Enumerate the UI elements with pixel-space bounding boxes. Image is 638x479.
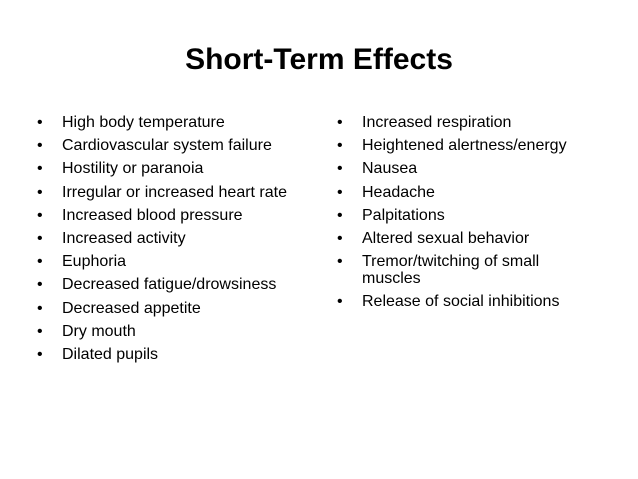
bullet-icon: • — [337, 137, 343, 155]
right-bullet-list — [337, 114, 597, 317]
list-item-text: High body temperature — [62, 114, 225, 131]
bullet-icon: • — [337, 253, 343, 271]
bullet-icon: • — [337, 114, 343, 131]
list-item-text: Heightened alertness/energy — [362, 137, 567, 155]
list-item — [37, 114, 307, 131]
list-item-text: Dilated pupils — [62, 345, 159, 363]
list-item — [37, 300, 307, 317]
list-item-text: Irregular or increased heart rate — [62, 183, 287, 201]
list-item-text: Tremor/twitching of small muscles — [362, 253, 540, 288]
list-item — [337, 293, 597, 310]
list-item — [337, 160, 597, 177]
list-item-text: Cardiovascular system failure — [62, 137, 272, 155]
list-item — [337, 207, 597, 224]
slide-title: Short-Term Effects — [185, 43, 453, 76]
bullet-icon: • — [37, 345, 43, 363]
list-item — [37, 160, 307, 177]
bullet-icon: • — [37, 253, 43, 271]
list-item — [37, 137, 307, 154]
list-item-text: Dry mouth — [62, 322, 136, 340]
list-item — [37, 323, 307, 340]
bullet-icon: • — [37, 322, 43, 340]
list-item — [337, 137, 597, 154]
list-item — [337, 184, 597, 201]
list-item-text: Headache — [362, 183, 435, 201]
list-item — [37, 207, 307, 224]
bullet-icon: • — [37, 160, 43, 178]
list-item-text: Euphoria — [62, 253, 127, 271]
list-item-text: Increased blood pressure — [62, 206, 243, 224]
list-item — [37, 346, 307, 363]
bullet-icon: • — [337, 183, 343, 201]
left-bullet-list — [37, 114, 307, 369]
list-item — [37, 184, 307, 201]
list-item — [37, 230, 307, 247]
list-item — [337, 253, 597, 287]
bullet-icon: • — [337, 160, 343, 178]
list-item — [337, 230, 597, 247]
list-item-text: Hostility or paranoia — [62, 160, 204, 178]
list-item-text: Nausea — [362, 160, 418, 178]
bullet-icon: • — [37, 229, 43, 247]
list-item-text: Release of social inhibitions — [362, 293, 560, 311]
list-item — [37, 276, 307, 293]
list-item-text: Altered sexual behavior — [362, 229, 530, 247]
bullet-icon: • — [337, 293, 343, 311]
bullet-icon: • — [37, 137, 43, 155]
list-item-text: Palpitations — [362, 206, 445, 224]
bullet-icon: • — [37, 114, 43, 131]
bullet-icon: • — [337, 206, 343, 224]
bullet-icon: • — [37, 276, 43, 294]
bullet-icon: • — [37, 206, 43, 224]
list-item-text: Decreased fatigue/drowsiness — [62, 276, 277, 294]
list-item — [337, 114, 597, 131]
bullet-icon: • — [37, 183, 43, 201]
list-item — [37, 253, 307, 270]
list-item-text: Increased activity — [62, 229, 186, 247]
bullet-icon: • — [37, 299, 43, 317]
list-item-text: Decreased appetite — [62, 299, 201, 317]
bullet-icon: • — [337, 229, 343, 247]
list-item-text: Increased respiration — [362, 114, 512, 131]
